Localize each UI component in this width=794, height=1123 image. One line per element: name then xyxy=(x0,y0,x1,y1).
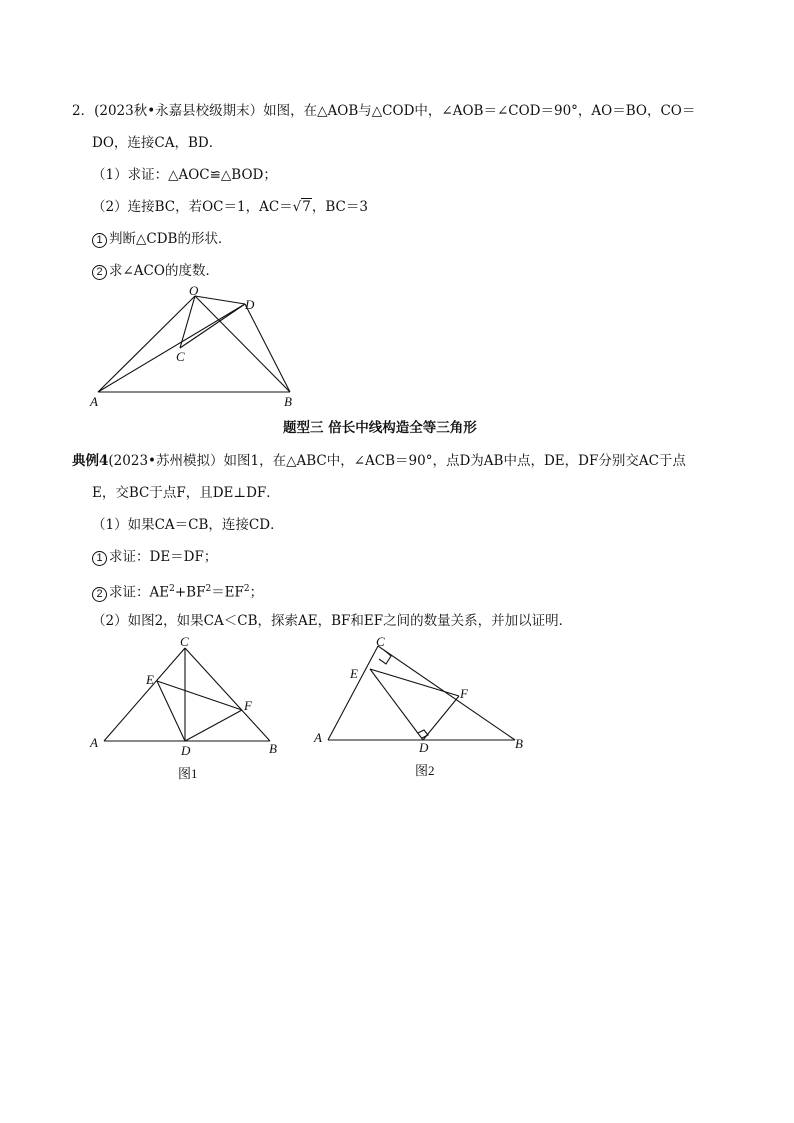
superscript: 2 xyxy=(243,584,250,594)
part2-text-end: ，BC＝3 xyxy=(311,199,368,215)
label-A: A xyxy=(314,730,322,745)
superscript: 2 xyxy=(169,584,175,594)
example4-line1 xyxy=(72,451,686,471)
example4-part1: （1）如果CA＝CB，连接CD． xyxy=(92,517,284,533)
segment-DF xyxy=(185,710,242,741)
label-C: C xyxy=(180,634,189,649)
segment-AC xyxy=(104,648,185,741)
problem2-part1: （1）求证：△AOC≌△BOD； xyxy=(92,167,277,183)
sub1-text: 求证：DE＝DF； xyxy=(109,549,218,565)
segment-EF xyxy=(157,681,242,710)
label-E: E xyxy=(146,672,154,687)
segment-CB xyxy=(378,646,515,740)
figure-1-caption: 图1 xyxy=(178,766,198,781)
label-D: D xyxy=(245,297,255,312)
sub2-text-d: ； xyxy=(249,584,264,601)
label-B: B xyxy=(269,741,277,756)
sub2-text-b: +BF xyxy=(174,584,206,601)
sub1-text: 判断△CDB的形状． xyxy=(109,231,232,247)
label-D: D xyxy=(419,740,429,755)
sub2-text-c: ＝EF xyxy=(211,584,244,601)
example-lead: 典例4 xyxy=(72,453,109,469)
circled-number: 1 xyxy=(92,233,107,248)
section-title: 题型三 倍长中线构造全等三角形 xyxy=(283,420,477,436)
segment-DB xyxy=(245,304,290,392)
label-F: F xyxy=(244,698,252,713)
circled-number: 1 xyxy=(92,551,107,566)
example4-sub2 xyxy=(92,579,263,603)
label-C: C xyxy=(176,349,185,364)
problem2-line2: DO，连接CA，BD． xyxy=(92,135,223,151)
right-angle-mark-C xyxy=(379,650,391,664)
example4-part2: （2）如图2，如果CA＜CB，探索AE，BF和EF之间的数量关系，并加以证明． xyxy=(92,613,573,629)
label-D: D xyxy=(181,743,191,758)
problem2-figure xyxy=(80,282,310,410)
segment-AC xyxy=(328,646,378,740)
problem2-sub2 xyxy=(92,261,219,281)
circled-number: 2 xyxy=(92,265,107,280)
segment-AO xyxy=(98,296,195,392)
figure-2-caption: 图2 xyxy=(415,763,435,778)
figure-1 xyxy=(84,632,284,782)
segment-OB xyxy=(195,296,290,392)
segment-AD xyxy=(98,304,245,392)
segment-EF xyxy=(370,669,459,696)
segment-DF xyxy=(423,696,459,740)
figure-2 xyxy=(310,632,535,782)
sub2-text-a: 求证：AE xyxy=(109,584,170,601)
label-F: F xyxy=(460,686,468,701)
label-B: B xyxy=(284,394,292,409)
example4-line2: E，交BC于点F，且DE⊥DF． xyxy=(92,485,280,501)
sub2-text: 求∠ACO的度数． xyxy=(109,263,219,279)
label-A: A xyxy=(90,394,98,409)
label-O: O xyxy=(189,283,199,298)
label-C: C xyxy=(376,634,385,649)
example4-line1-text: (2023•苏州模拟）如图1，在△ABC中，∠ACB＝90°，点D为AB中点，DE，DF分别交AC于点 xyxy=(108,453,686,469)
superscript: 2 xyxy=(205,584,212,594)
part2-text: （2）连接BC，若OC＝1，AC＝ xyxy=(92,199,293,215)
label-E: E xyxy=(350,666,358,681)
label-A: A xyxy=(90,735,98,750)
sqrt-symbol: √7 xyxy=(292,199,311,215)
problem2-part2 xyxy=(92,197,368,217)
example4-sub1 xyxy=(92,547,217,567)
label-B: B xyxy=(515,736,523,751)
problem2-sub1 xyxy=(92,229,231,249)
segment-CD xyxy=(180,304,245,348)
circled-number: 2 xyxy=(92,587,107,602)
problem2-line1: 2．(2023秋•永嘉县校级期末）如图，在△AOB与△COD中，∠AOB＝∠COD＝90°，AO＝BO，CO＝ xyxy=(72,103,696,119)
right-angle-mark-D xyxy=(418,730,428,738)
segment-ED xyxy=(370,669,423,740)
segment-ED xyxy=(157,681,185,741)
